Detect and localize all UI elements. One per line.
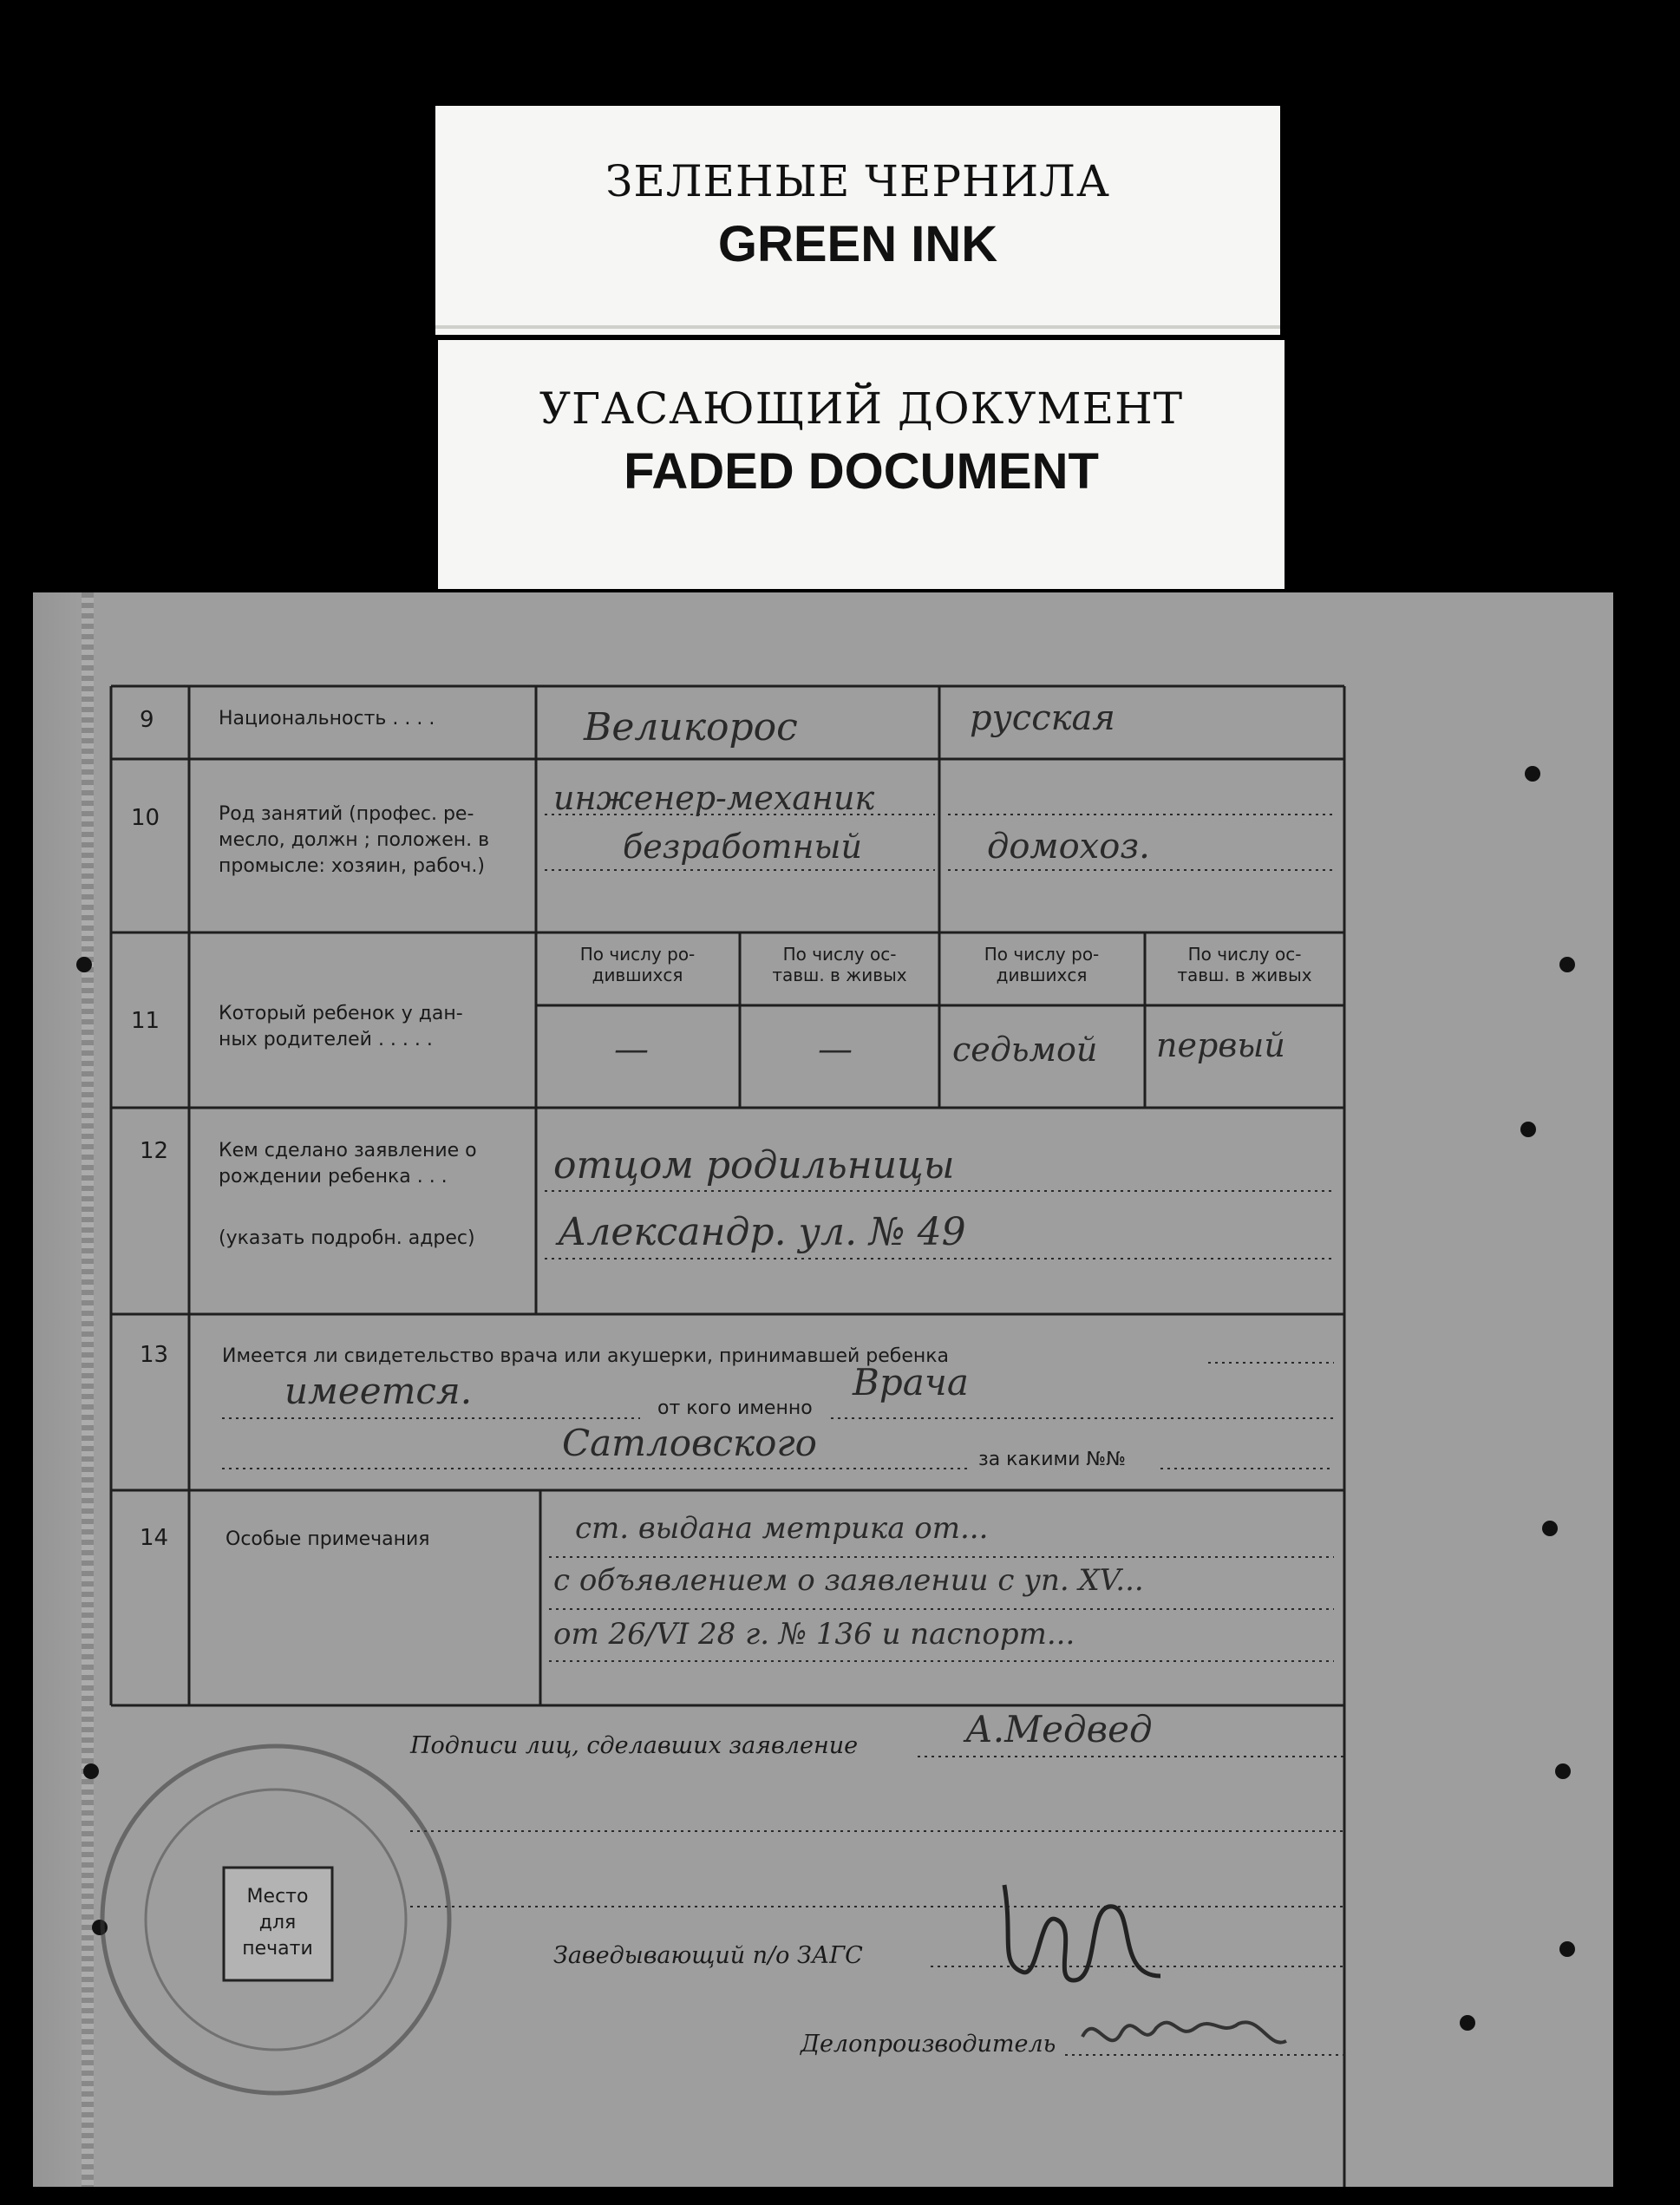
row-11-value-col4: первый — [1156, 1026, 1285, 1064]
row-11-value-col3: седьмой — [952, 1031, 1098, 1069]
row-14-note-line2: с объявлением о заявлении с уп. XV... — [553, 1563, 1144, 1598]
signatures-label: Подписи лиц, сделавших заявление — [410, 1732, 859, 1759]
row-11-col3-header-line2: дившихся — [996, 965, 1088, 985]
registry-head-label: Заведывающий п/о ЗАГС — [553, 1942, 863, 1969]
row-11-col1-header-line1: По числу ро- — [579, 944, 696, 965]
row-10-label-line1: Род занятий (профес. ре- — [219, 803, 474, 825]
row-9-number: 9 — [140, 707, 154, 733]
green-ink-russian: ЗЕЛЕНЫЕ ЧЕРНИЛА — [605, 156, 1110, 206]
faded-document-english: FADED DOCUMENT — [624, 443, 1099, 500]
row-9-mother-nationality: русская — [970, 698, 1115, 738]
faded-document-russian: УГАСАЮЩИЙ ДОКУМЕНТ — [539, 383, 1184, 434]
card-seam — [435, 325, 1280, 329]
declarant-signature: А.Медвед — [965, 1708, 1153, 1750]
row-11-col2-header-line1: По числу ос- — [782, 944, 897, 965]
birth-register-page — [33, 592, 1613, 2187]
row-13-number: 13 — [140, 1342, 169, 1368]
row-11-col1-header-line2: дившихся — [592, 965, 683, 985]
row-10-label-line2: месло, должн ; положен. в — [219, 829, 490, 851]
row-11-label-line2: ных родителей . . . . . — [219, 1029, 433, 1050]
row-10-number: 10 — [131, 805, 160, 831]
row-13-from-whom: Врача — [853, 1361, 969, 1403]
row-10-label-line3: промысле: хозяин, рабоч.) — [219, 855, 486, 877]
stamp-place-line3: печати — [242, 1938, 313, 1960]
row-12-label-note: (указать подробн. адрес) — [219, 1227, 475, 1249]
row-13-numbers-label: за какими №№ — [978, 1449, 1127, 1470]
green-ink-english: GREEN INK — [717, 216, 998, 272]
row-9-label: Национальность . . . . — [219, 708, 435, 730]
green-ink-card — [435, 106, 1280, 335]
row-11-col4-header-line2: тавш. в живых — [1177, 965, 1312, 985]
row-12-label-line2: рождении ребенка . . . — [219, 1166, 448, 1188]
row-10-father-occupation-line1: инженер-механик — [553, 779, 875, 817]
row-12-declarant: отцом родильницы — [553, 1143, 955, 1188]
row-11-label-line1: Который ребенок у дан- — [219, 1003, 463, 1024]
row-13-question: Имеется ли свидетельство врача или акушерки, принимавшей ребенка — [222, 1345, 950, 1367]
row-9-father-nationality: Великорос — [584, 705, 798, 749]
row-14-label: Особые примечания — [226, 1528, 430, 1550]
row-11-value-col2: — — [818, 1030, 853, 1070]
stamp-place-line1: Место — [246, 1886, 309, 1907]
row-14-note-line1: ст. выдана метрика от... — [575, 1511, 989, 1546]
row-11-value-col1: — — [614, 1030, 649, 1070]
row-14-note-line3: от 26/VI 28 г. № 136 и паспорт... — [553, 1617, 1075, 1652]
row-10-father-occupation-line2: безработный — [623, 828, 862, 866]
row-11-col4-header-line1: По числу ос- — [1187, 944, 1302, 965]
row-12-address: Александр. ул. № 49 — [558, 1210, 966, 1254]
row-13-from-whom-label: от кого именно — [657, 1397, 813, 1419]
row-12-label-line1: Кем сделано заявление о — [219, 1140, 477, 1161]
row-13-doctor-name: Сатловского — [562, 1422, 817, 1464]
row-13-answer: имеется. — [284, 1370, 473, 1412]
form-table — [33, 592, 1613, 2187]
row-14-number: 14 — [140, 1525, 169, 1551]
row-12-number: 12 — [140, 1138, 169, 1164]
faded-document-card — [438, 340, 1285, 589]
clerk-signature — [1082, 2022, 1286, 2042]
stamp-place-line2: для — [258, 1912, 297, 1933]
clerk-label: Делопроизводитель — [801, 2031, 1056, 2058]
row-11-number: 11 — [131, 1008, 160, 1034]
row-10-mother-occupation: домохоз. — [987, 827, 1150, 867]
row-11-col2-header-line2: тавш. в живых — [772, 965, 907, 985]
row-11-col3-header-line1: По числу ро- — [984, 944, 1100, 965]
